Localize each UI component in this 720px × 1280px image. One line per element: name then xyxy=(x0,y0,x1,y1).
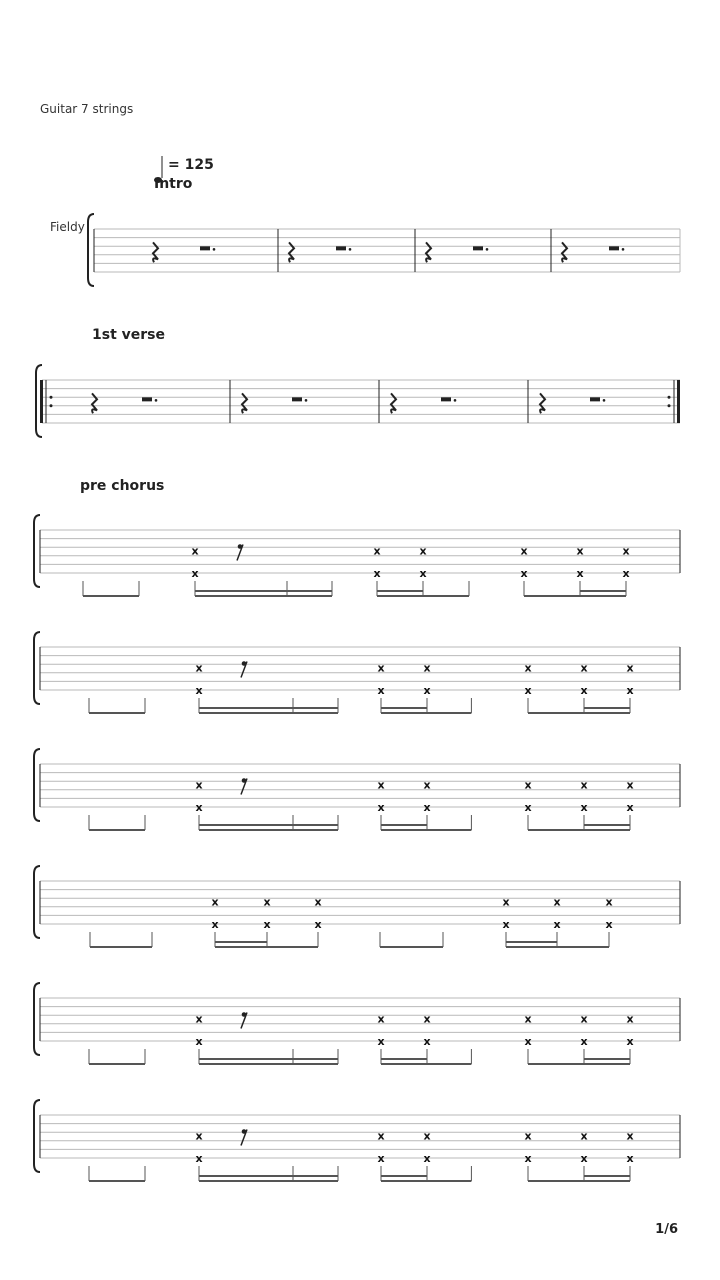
dead-note-x: x xyxy=(377,1152,385,1165)
dead-note-x: x xyxy=(195,801,203,814)
dead-note-x: x xyxy=(622,567,630,580)
dead-note-x: x xyxy=(580,684,588,697)
instrument-name: Guitar 7 strings xyxy=(40,102,134,116)
dead-note-x: x xyxy=(195,684,203,697)
dead-note-x: x xyxy=(419,567,427,580)
dead-note-x: x xyxy=(580,1152,588,1165)
dead-note-x: x xyxy=(211,895,219,909)
dead-note-x: x xyxy=(524,778,532,792)
dead-note-x: x xyxy=(580,801,588,814)
dead-note-x: x xyxy=(524,801,532,814)
quarter-rest xyxy=(562,242,567,262)
eighth-rest-dot xyxy=(242,1012,247,1017)
dead-note-x: x xyxy=(373,567,381,580)
dead-note-x: x xyxy=(580,1129,588,1143)
system-brace xyxy=(34,983,40,1055)
dead-note-x: x xyxy=(626,1152,634,1165)
quarter-rest xyxy=(391,393,396,413)
dead-note-x: x xyxy=(419,544,427,558)
dead-note-x: x xyxy=(524,1012,532,1026)
quarter-rest xyxy=(242,393,247,413)
staff-systems xyxy=(34,214,680,1181)
repeat-dot xyxy=(50,396,53,399)
dead-note-x: x xyxy=(580,778,588,792)
dead-note-x: x xyxy=(423,1152,431,1165)
half-rest xyxy=(473,246,483,250)
repeat-dot xyxy=(668,404,671,407)
half-rest xyxy=(590,397,600,401)
rest-dot xyxy=(454,399,457,402)
system-brace xyxy=(34,749,40,821)
repeat-dot xyxy=(668,396,671,399)
dead-note-x: x xyxy=(423,1129,431,1143)
dead-note-x: x xyxy=(553,895,561,909)
dead-note-x: x xyxy=(605,895,613,909)
dead-note-x: x xyxy=(524,684,532,697)
quarter-rest xyxy=(92,393,97,413)
system-brace xyxy=(34,515,40,587)
half-rest xyxy=(292,397,302,401)
dead-note-x: x xyxy=(377,1012,385,1026)
rest-dot xyxy=(603,399,606,402)
section-pre-chorus: pre chorus xyxy=(80,478,165,494)
dead-note-x: x xyxy=(626,684,634,697)
dead-note-x: x xyxy=(195,778,203,792)
rest-dot xyxy=(622,248,625,251)
dead-note-x: x xyxy=(626,801,634,814)
section-1st-verse: 1st verse xyxy=(92,327,165,343)
dead-note-x: x xyxy=(377,801,385,814)
dead-note-x: x xyxy=(195,1129,203,1143)
rest-dot xyxy=(155,399,158,402)
dead-note-x: x xyxy=(520,567,528,580)
dead-note-x: x xyxy=(605,918,613,931)
dead-note-x: x xyxy=(377,1129,385,1143)
dead-note-x: x xyxy=(626,778,634,792)
dead-note-x: x xyxy=(423,684,431,697)
eighth-rest-dot xyxy=(238,544,243,549)
system-brace xyxy=(88,214,94,286)
dead-note-x: x xyxy=(423,801,431,814)
eighth-rest-dot xyxy=(242,778,247,783)
dead-note-x: x xyxy=(580,661,588,675)
dead-note-x: x xyxy=(524,1129,532,1143)
eighth-rest-dot xyxy=(242,1129,247,1134)
repeat-start-thick xyxy=(40,380,43,423)
dead-note-x: x xyxy=(423,661,431,675)
quarter-rest xyxy=(153,242,158,262)
system-brace xyxy=(34,866,40,938)
dead-note-x: x xyxy=(626,1129,634,1143)
dead-note-x: x xyxy=(373,544,381,558)
dead-note-x: x xyxy=(580,1035,588,1048)
dead-note-x: x xyxy=(314,918,322,931)
repeat-end-thick xyxy=(677,380,680,423)
section-intro: Intro xyxy=(154,176,193,192)
dead-note-x: x xyxy=(626,661,634,675)
dead-note-x: x xyxy=(520,544,528,558)
dead-note-x: x xyxy=(576,544,584,558)
page-number: 1/6 xyxy=(655,1222,678,1237)
quarter-rest xyxy=(426,242,431,262)
quarter-rest xyxy=(289,242,294,262)
system-brace xyxy=(34,1100,40,1172)
dead-note-x: x xyxy=(622,544,630,558)
system-brace xyxy=(34,632,40,704)
dead-note-x: x xyxy=(502,895,510,909)
dead-note-x: x xyxy=(502,918,510,931)
dead-note-x: x xyxy=(377,661,385,675)
half-rest xyxy=(609,246,619,250)
dead-note-x: x xyxy=(211,918,219,931)
dead-note-x: x xyxy=(423,1012,431,1026)
eighth-rest-dot xyxy=(242,661,247,666)
dead-note-x: x xyxy=(423,1035,431,1048)
dead-note-x: x xyxy=(576,567,584,580)
quarter-rest xyxy=(540,393,545,413)
repeat-dot xyxy=(50,404,53,407)
dead-note-x: x xyxy=(524,1152,532,1165)
dead-note-x: x xyxy=(377,778,385,792)
half-rest xyxy=(441,397,451,401)
dead-note-x: x xyxy=(524,661,532,675)
dead-note-x: x xyxy=(580,1012,588,1026)
dead-note-x: x xyxy=(524,1035,532,1048)
dead-note-x: x xyxy=(314,895,322,909)
dead-note-x: x xyxy=(195,1035,203,1048)
rest-dot xyxy=(486,248,489,251)
dead-note-x: x xyxy=(191,567,199,580)
dead-note-x: x xyxy=(263,895,271,909)
rest-dot xyxy=(349,248,352,251)
half-rest xyxy=(336,246,346,250)
dead-note-x: x xyxy=(553,918,561,931)
dead-note-x: x xyxy=(377,684,385,697)
dead-note-x: x xyxy=(626,1012,634,1026)
dead-note-x: x xyxy=(626,1035,634,1048)
tempo-text: = 125 xyxy=(168,157,214,173)
rest-dot xyxy=(305,399,308,402)
half-rest xyxy=(200,246,210,250)
dead-note-x: x xyxy=(263,918,271,931)
dead-note-x: x xyxy=(377,1035,385,1048)
track-name: Fieldy xyxy=(50,220,85,234)
half-rest xyxy=(142,397,152,401)
rest-dot xyxy=(213,248,216,251)
dead-note-x: x xyxy=(423,778,431,792)
dead-note-x: x xyxy=(191,544,199,558)
dead-note-x: x xyxy=(195,1152,203,1165)
dead-note-x: x xyxy=(195,1012,203,1026)
dead-note-x: x xyxy=(195,661,203,675)
